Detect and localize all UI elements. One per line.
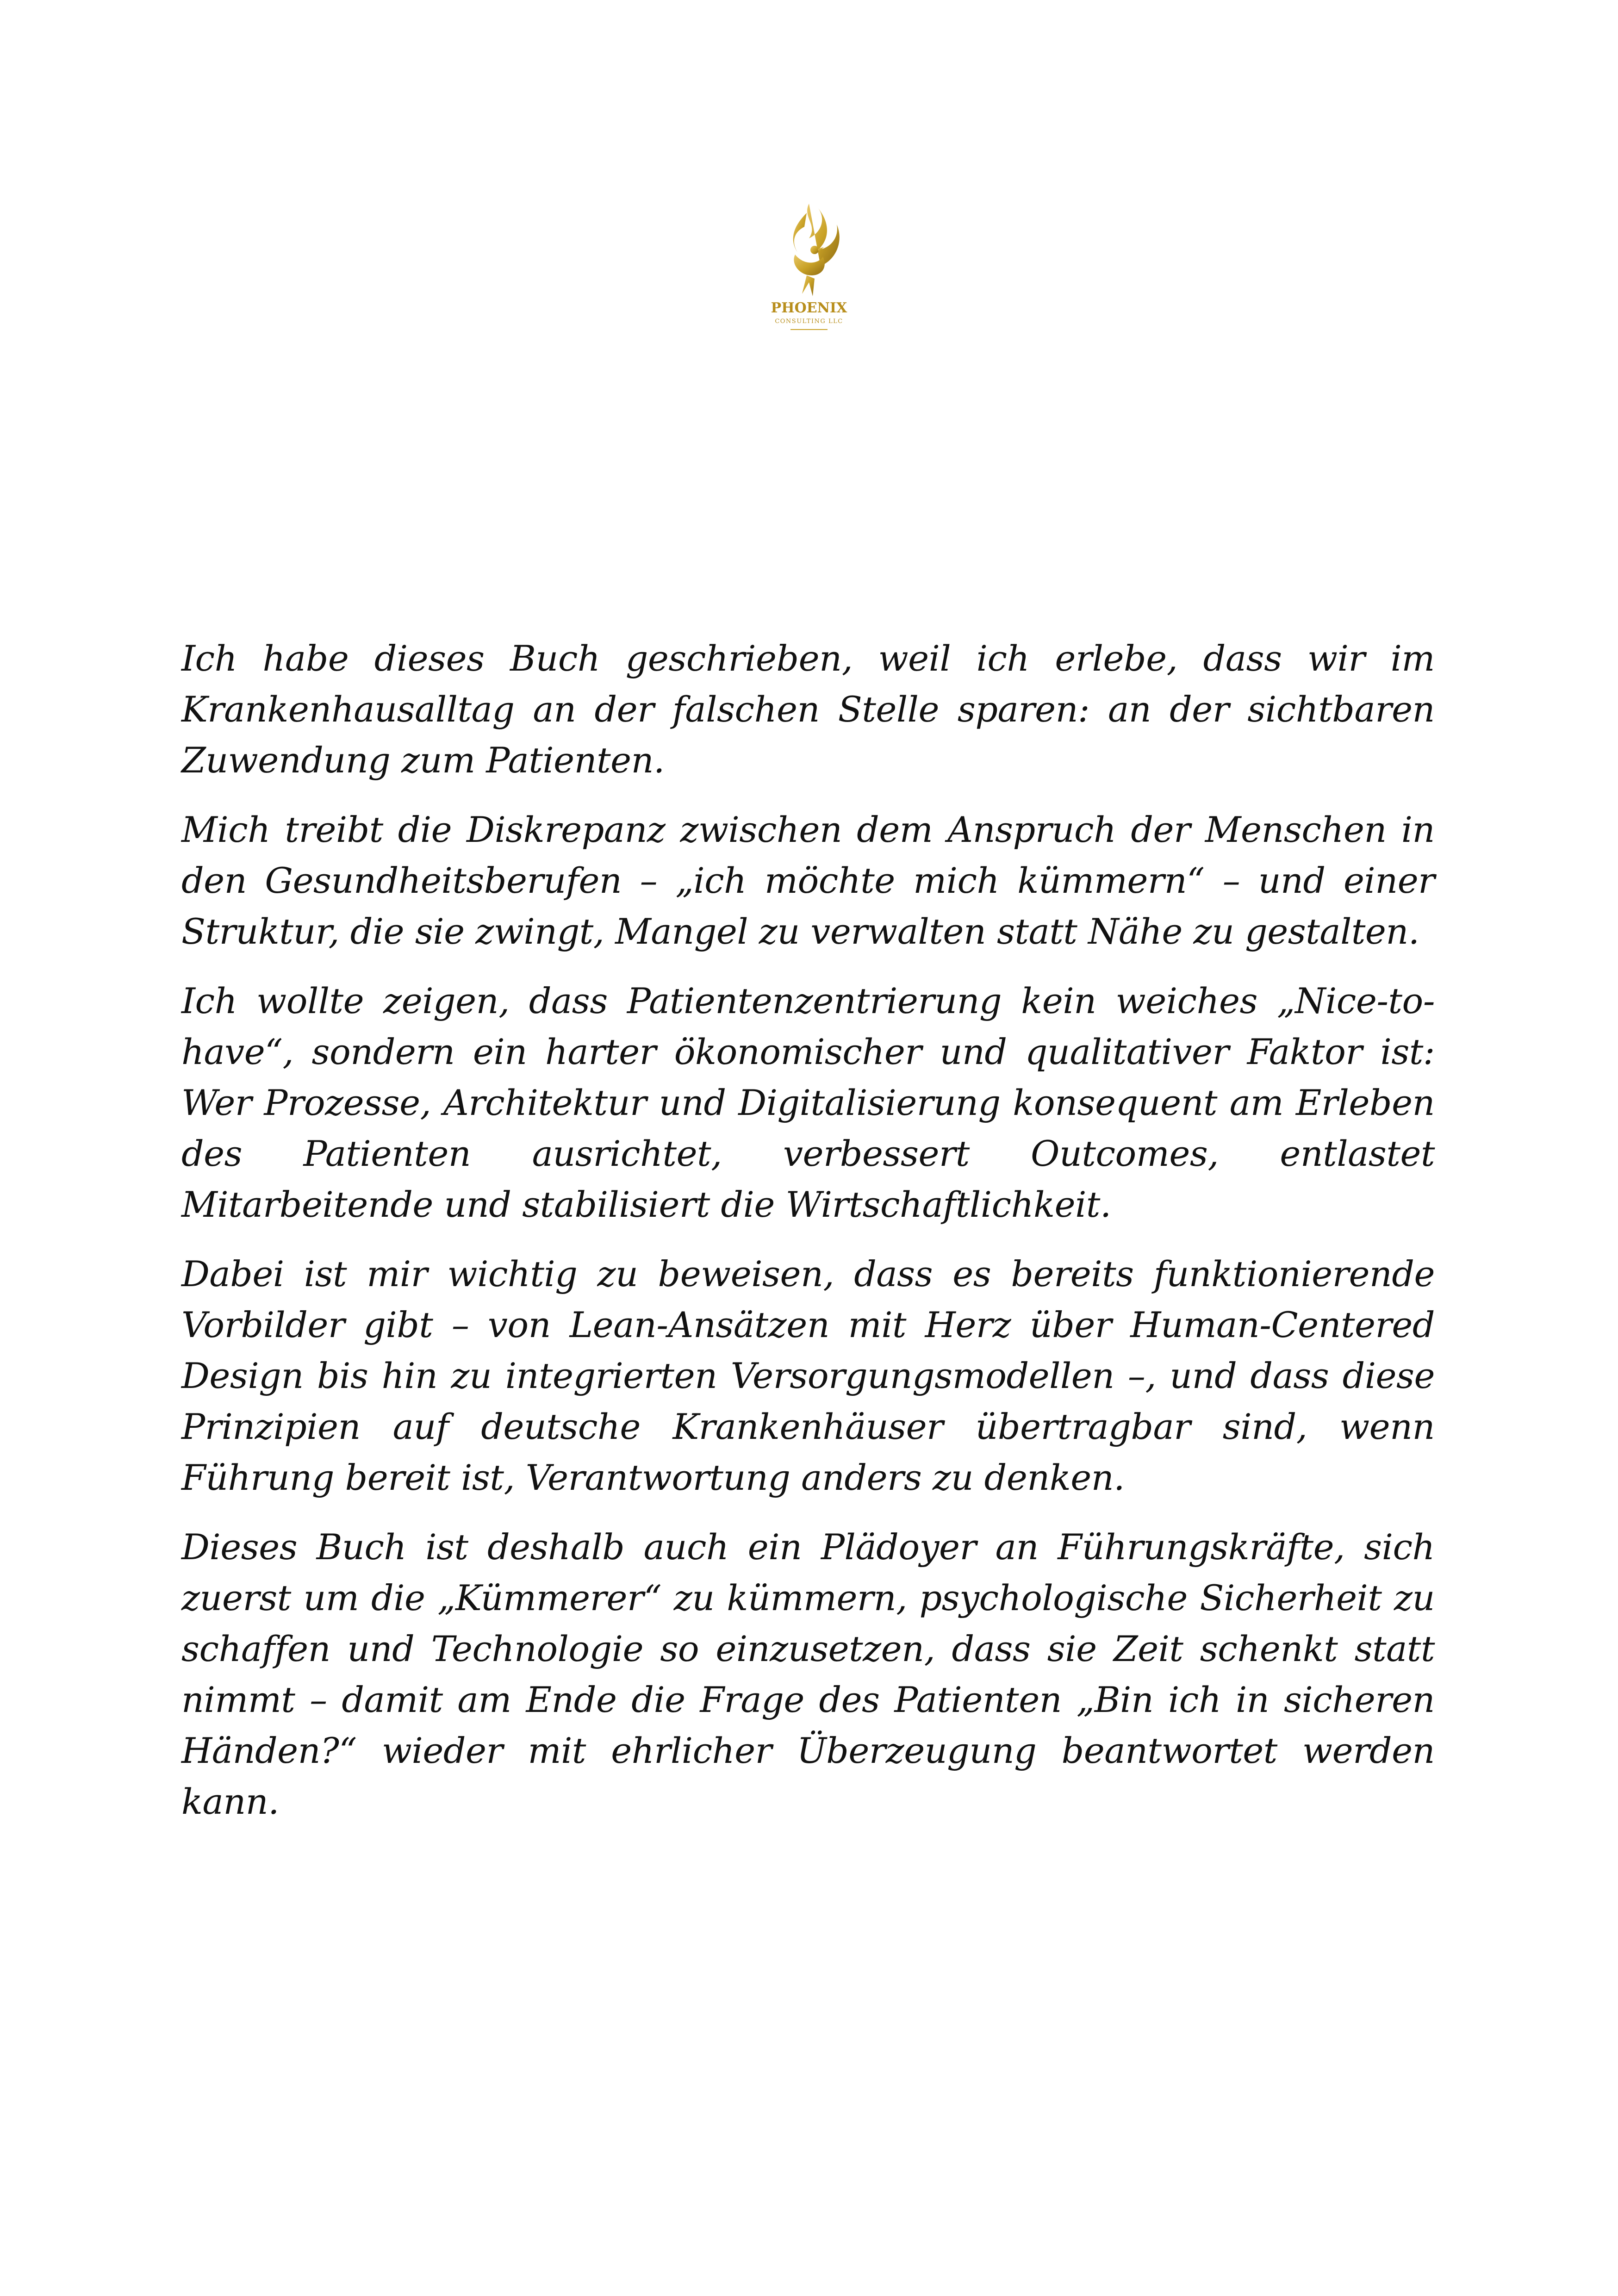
phoenix-logo xyxy=(763,199,855,338)
phoenix-bird-icon xyxy=(763,199,855,338)
paragraph-1: Ich habe dieses Buch geschrieben, weil ich erlebe, dass wir im Krankenhausalltag an der falschen Stelle sparen: an der sichtbaren Zuwendung zum Patienten. xyxy=(181,638,1435,781)
logo-subline: CONSULTING LLC xyxy=(775,318,843,325)
paragraph-5: Dieses Buch ist deshalb auch ein Plädoyer an Führungskräfte, sich zuerst um die „Kümmerer“ zu kümmern, psychologische Sicherheit zu schaffen und Technologie so einzusetzen, dass sie Zeit schenkt statt nimmt – damit am Ende die Frage des Patienten „Bin ich in sicheren Händen?“ wieder mit ehrlicher Überzeugung beantwortet werden kann. xyxy=(181,1526,1435,1822)
body-text xyxy=(181,633,1435,1846)
paragraph-3: Ich wollte zeigen, dass Patientenzentrierung kein weiches „Nice-to-have“, sondern ein harter ökonomischer und qualitativer Faktor ist: Wer Prozesse, Architektur und Digitalisierung konsequent am Erleben des Patienten ausrichtet, verbessert Outcomes, entlastet Mitarbeitende und stabilisiert die Wirtschaftlichkeit. xyxy=(181,980,1435,1225)
paragraph-4: Dabei ist mir wichtig zu beweisen, dass es bereits funktionierende Vorbilder gibt – von Lean-Ansätzen mit Herz über Human-Centered Design bis hin zu integrierten Versorgungsmodellen –, und dass diese Prinzipien auf deutsche Krankenhäuser übertragbar sind, wenn Führung bereit ist, Verantwortung anders zu denken. xyxy=(181,1253,1435,1498)
paragraph-2: Mich treibt die Diskrepanz zwischen dem Anspruch der Menschen in den Gesundheitsberufen – „ich möchte mich kümmern“ – und einer Struktur, die sie zwingt, Mangel zu verwalten statt Nähe zu gestalten. xyxy=(181,809,1435,952)
logo-wordmark: PHOENIX xyxy=(771,300,847,316)
